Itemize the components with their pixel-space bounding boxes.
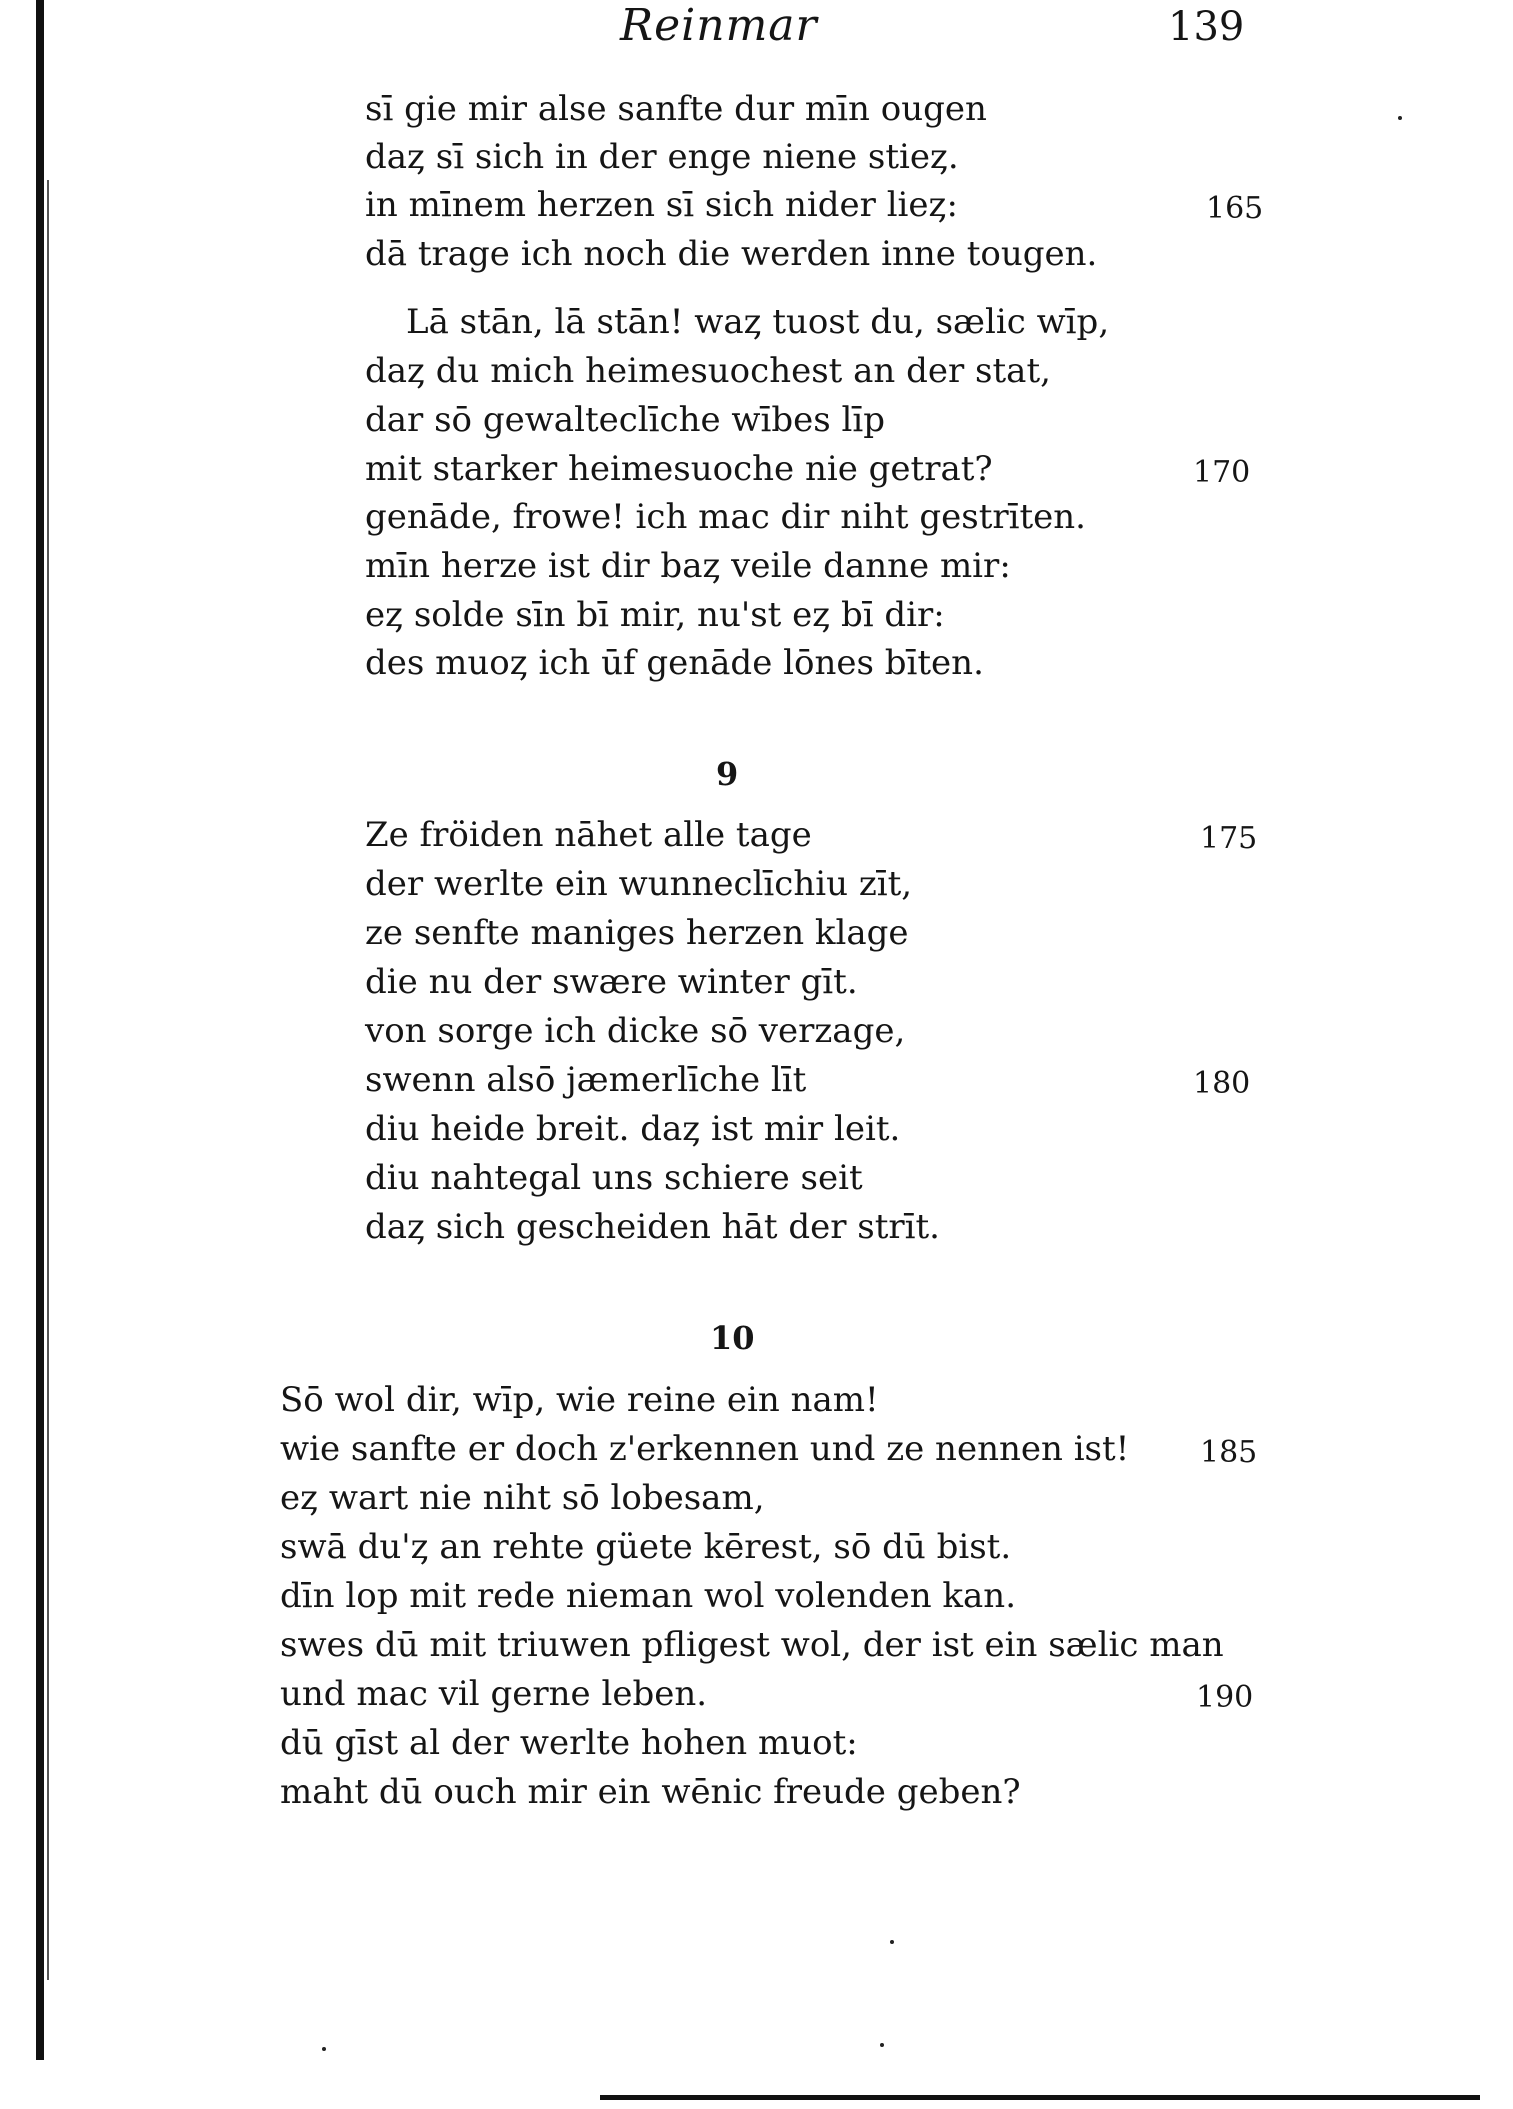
running-header-title: Reinmar	[620, 0, 818, 51]
line-number: 190	[1196, 1680, 1254, 1715]
page-number: 139	[1168, 4, 1245, 50]
verse-line: diu nahtegal uns schiere seit	[365, 1158, 863, 1198]
scan-speck	[890, 1940, 894, 1944]
verse-line: sī gie mir alse sanfte dur mīn ougen	[365, 89, 987, 129]
verse-line: eȥ solde sīn bī mir, nu'st eȥ bī dir:	[365, 595, 945, 635]
bottom-rule	[600, 2095, 1480, 2100]
verse-line: dū gīst al der werlte hohen muot:	[280, 1723, 858, 1763]
verse-line: dar sō gewalteclīche wībes līp	[365, 400, 886, 440]
poem-number-heading: 9	[716, 755, 739, 793]
poem-number-heading: 10	[710, 1319, 755, 1357]
verse-line: des muoȥ ich ūf genāde lōnes bīten.	[365, 643, 984, 683]
verse-line: daȥ du mich heimesuochest an der stat,	[365, 351, 1051, 391]
verse-line: in mīnem herzen sī sich nider lieȥ:	[365, 185, 958, 225]
page-spine-edge	[47, 180, 49, 1980]
verse-line: swenn alsō jæmerlīche līt	[365, 1060, 807, 1100]
line-number: 180	[1193, 1066, 1251, 1101]
verse-line: die nu der swære winter gīt.	[365, 962, 858, 1002]
verse-line: wie sanfte er doch z'erkennen und ze nennen ist!	[280, 1429, 1130, 1469]
line-number: 170	[1193, 455, 1251, 490]
verse-line: Sō wol dir, wīp, wie reine ein nam!	[280, 1380, 879, 1420]
verse-line: daȥ sī sich in der enge niene stieȥ.	[365, 137, 959, 177]
verse-line: swā du'ȥ an rehte güete kērest, sō dū bist.	[280, 1527, 1012, 1567]
verse-line: von sorge ich dicke sō verzage,	[365, 1011, 906, 1051]
verse-line: maht dū ouch mir ein wēnic freude geben?	[280, 1772, 1021, 1812]
verse-line: Ze fröiden nāhet alle tage	[365, 815, 812, 855]
line-number: 185	[1200, 1435, 1258, 1470]
verse-line: genāde, frowe! ich mac dir niht gestrīten.	[365, 497, 1086, 537]
line-number: 165	[1206, 191, 1264, 226]
page-spine-shadow	[36, 0, 44, 2060]
verse-line: und mac vil gerne leben.	[280, 1674, 708, 1714]
verse-line: Lā stān, lā stān! waȥ tuost du, sælic wīp,	[406, 302, 1110, 342]
verse-line: diu heide breit. daȥ ist mir leit.	[365, 1109, 901, 1149]
line-number: 175	[1200, 821, 1258, 856]
verse-line: ze senfte maniges herzen klage	[365, 913, 909, 953]
verse-line: mīn herze ist dir baȥ veile danne mir:	[365, 546, 1011, 586]
verse-line: dīn lop mit rede nieman wol volenden kan.	[280, 1576, 1017, 1616]
verse-line: dā trage ich noch die werden inne tougen.	[365, 234, 1098, 274]
scan-speck	[880, 2043, 884, 2047]
scan-speck	[1398, 116, 1402, 120]
verse-line: mit starker heimesuoche nie getrat?	[365, 449, 993, 489]
verse-line: daȥ sich gescheiden hāt der strīt.	[365, 1207, 940, 1247]
verse-line: swes dū mit triuwen pfligest wol, der ist ein sælic man	[280, 1625, 1224, 1665]
scan-speck	[322, 2047, 326, 2051]
verse-line: eȥ wart nie niht sō lobesam,	[280, 1478, 765, 1518]
verse-line: der werlte ein wunneclīchiu zīt,	[365, 864, 913, 904]
